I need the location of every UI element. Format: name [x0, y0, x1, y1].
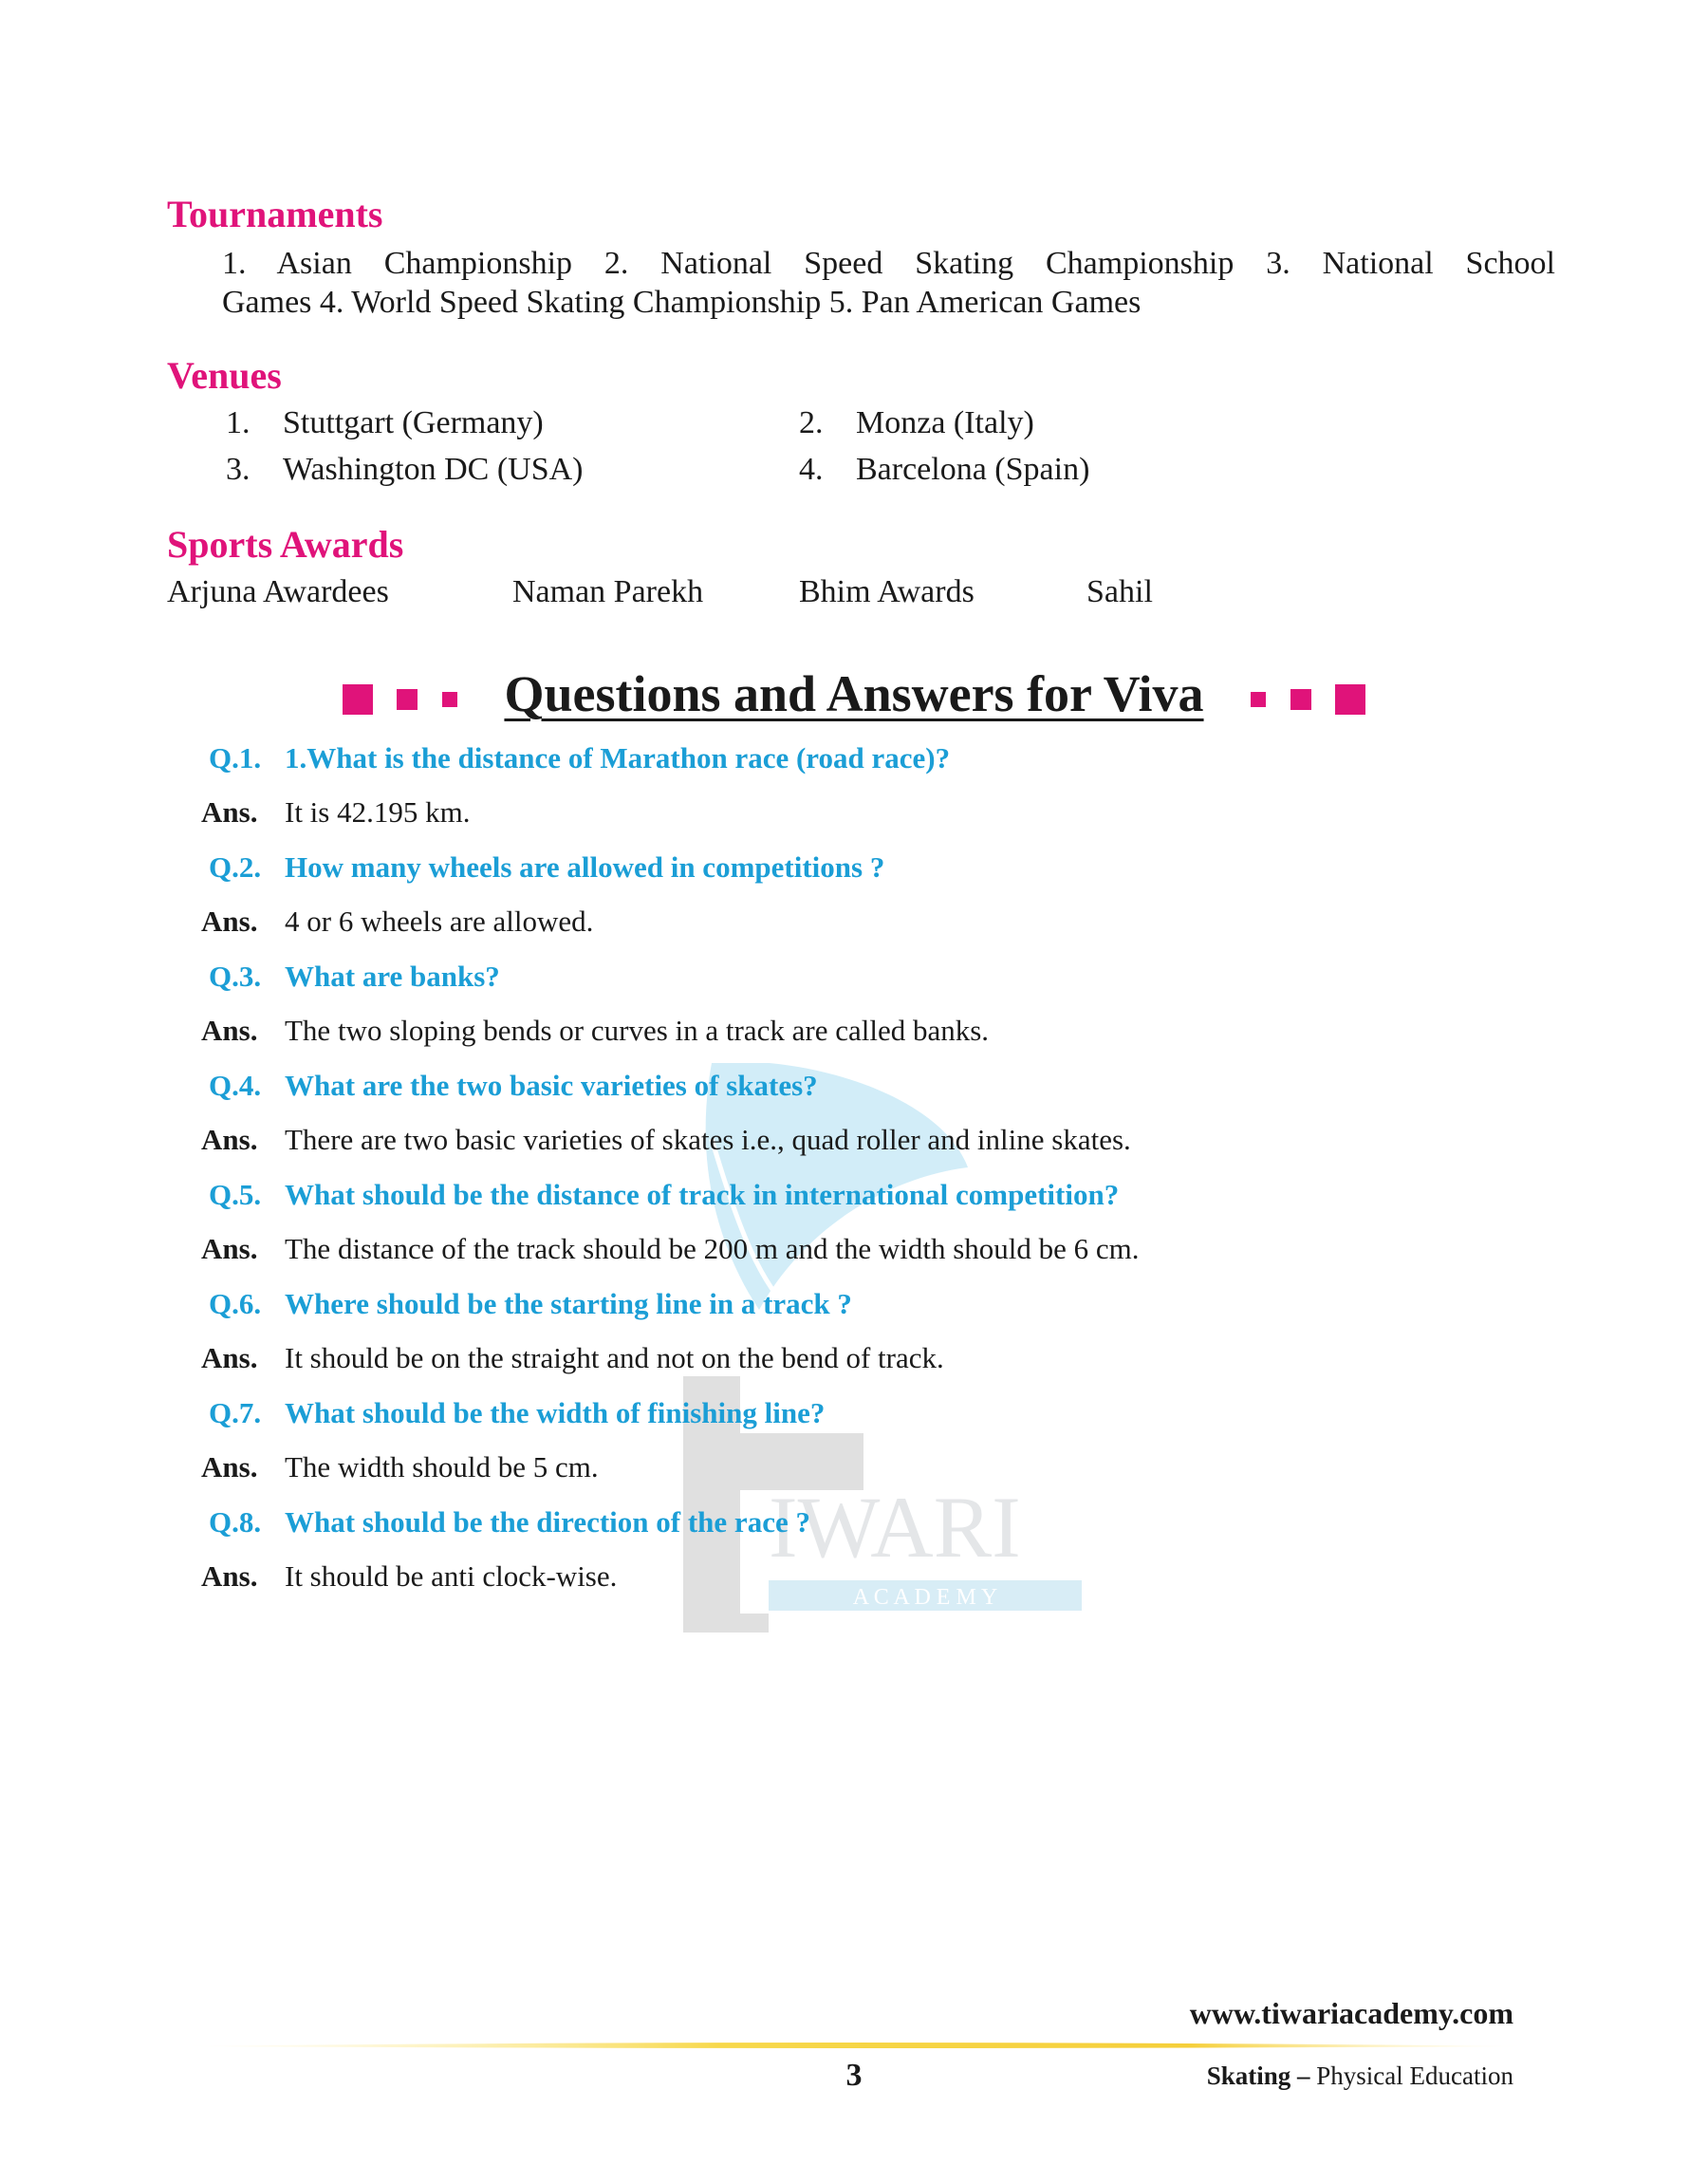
answer-text: 4 or 6 wheels are allowed. — [285, 905, 594, 938]
venue-number: 2. — [799, 405, 824, 440]
tournaments-line-2: Games 4. World Speed Skating Championship 5. Pan American Games — [222, 285, 1142, 320]
answer — [201, 1014, 989, 1048]
answer-text: The two sloping bends or curves in a track are called banks. — [285, 1014, 990, 1047]
question — [209, 1287, 852, 1321]
answer-text: It should be anti clock-wise. — [285, 1559, 618, 1593]
question-number: Q.4. — [209, 1069, 262, 1102]
award-item: Sahil — [1086, 574, 1153, 609]
question-number: Q.6. — [209, 1287, 262, 1320]
question — [209, 960, 500, 994]
decor-square-icon — [343, 684, 373, 715]
question-number: Q.7. — [209, 1396, 262, 1429]
venue-item — [799, 405, 1034, 441]
question-text: What should be the distance of track in international competition? — [285, 1178, 1120, 1211]
question-text: What are the two basic varieties of skates? — [285, 1069, 818, 1102]
answer — [201, 1232, 1140, 1266]
venues-heading: Venues — [167, 354, 282, 397]
watermark-sub: A C A D E M Y — [852, 1585, 998, 1610]
venue-name: Barcelona (Spain) — [856, 452, 1090, 487]
question-number: Q.3. — [209, 960, 262, 993]
venue-name: Monza (Italy) — [856, 405, 1034, 440]
decor-square-icon — [1251, 692, 1266, 707]
answer — [201, 1341, 944, 1375]
answer-text: There are two basic varieties of skates i.e., quad roller and inline skates. — [285, 1123, 1131, 1156]
question — [209, 1396, 825, 1430]
venue-number: 3. — [226, 452, 251, 487]
answer-label: Ans. — [201, 1232, 258, 1265]
question-text: What should be the direction of the race ? — [285, 1505, 810, 1539]
decor-square-icon — [1290, 689, 1311, 710]
decor-square-icon — [442, 692, 457, 707]
footer-subject-bold: Skating – — [1206, 2062, 1310, 2090]
venue-number: 4. — [799, 452, 824, 487]
question-number: Q.5. — [209, 1178, 262, 1211]
question-text: 1.What is the distance of Marathon race (road race)? — [285, 741, 951, 774]
answer-text: The distance of the track should be 200 m and the width should be 6 cm. — [285, 1232, 1140, 1265]
answer — [201, 795, 470, 830]
question-number: Q.8. — [209, 1505, 262, 1539]
question — [209, 1178, 1119, 1212]
answer — [201, 1450, 599, 1484]
answer-label: Ans. — [201, 795, 258, 829]
venue-number: 1. — [226, 405, 251, 440]
footer-website: www.tiwariacademy.com — [1189, 1996, 1513, 2030]
answer — [201, 1559, 617, 1594]
footer-divider — [180, 2041, 1528, 2050]
decor-square-icon — [397, 689, 418, 710]
question-text: What should be the width of finishing line? — [285, 1396, 826, 1429]
page-number: 3 — [845, 2058, 863, 2093]
qa-section-title — [0, 664, 1708, 723]
venue-item — [799, 452, 1089, 488]
award-item: Bhim Awards — [799, 574, 975, 609]
question-text: Where should be the starting line in a track ? — [285, 1287, 852, 1320]
sports-awards-heading: Sports Awards — [167, 523, 404, 566]
question-number: Q.2. — [209, 850, 262, 884]
award-item: Naman Parekh — [512, 574, 704, 609]
decor-square-icon — [1335, 684, 1365, 715]
footer-subject — [1207, 2062, 1513, 2091]
qa-title-text: Questions and Answers for Viva — [504, 665, 1204, 722]
answer-text: It should be on the straight and not on the bend of track. — [285, 1341, 944, 1374]
question — [209, 850, 884, 885]
answer-label: Ans. — [201, 1123, 258, 1156]
answer-text: The width should be 5 cm. — [285, 1450, 599, 1483]
venue-item — [226, 405, 544, 441]
answer-label: Ans. — [201, 1559, 258, 1593]
venue-name: Washington DC (USA) — [283, 452, 584, 487]
question-number: Q.1. — [209, 741, 262, 774]
question-text: How many wheels are allowed in competitions ? — [285, 850, 885, 884]
question — [209, 1505, 810, 1539]
venue-name: Stuttgart (Germany) — [283, 405, 544, 440]
venue-item — [226, 452, 583, 488]
answer-label: Ans. — [201, 905, 258, 938]
footer-subject-rest: Physical Education — [1309, 2062, 1513, 2090]
answer-label: Ans. — [201, 1341, 258, 1374]
question — [209, 741, 950, 775]
question — [209, 1069, 818, 1103]
answer — [201, 1123, 1131, 1157]
award-item: Arjuna Awardees — [167, 574, 389, 609]
answer-text: It is 42.195 km. — [285, 795, 471, 829]
tournaments-line-1: 1. Asian Championship 2. National Speed Skating Championship 3. National School — [222, 246, 1555, 281]
question-text: What are banks? — [285, 960, 500, 993]
tournaments-heading: Tournaments — [167, 193, 383, 235]
answer — [201, 905, 593, 939]
answer-label: Ans. — [201, 1450, 258, 1483]
watermark-word: IWARI — [769, 1479, 1021, 1576]
answer-label: Ans. — [201, 1014, 258, 1047]
